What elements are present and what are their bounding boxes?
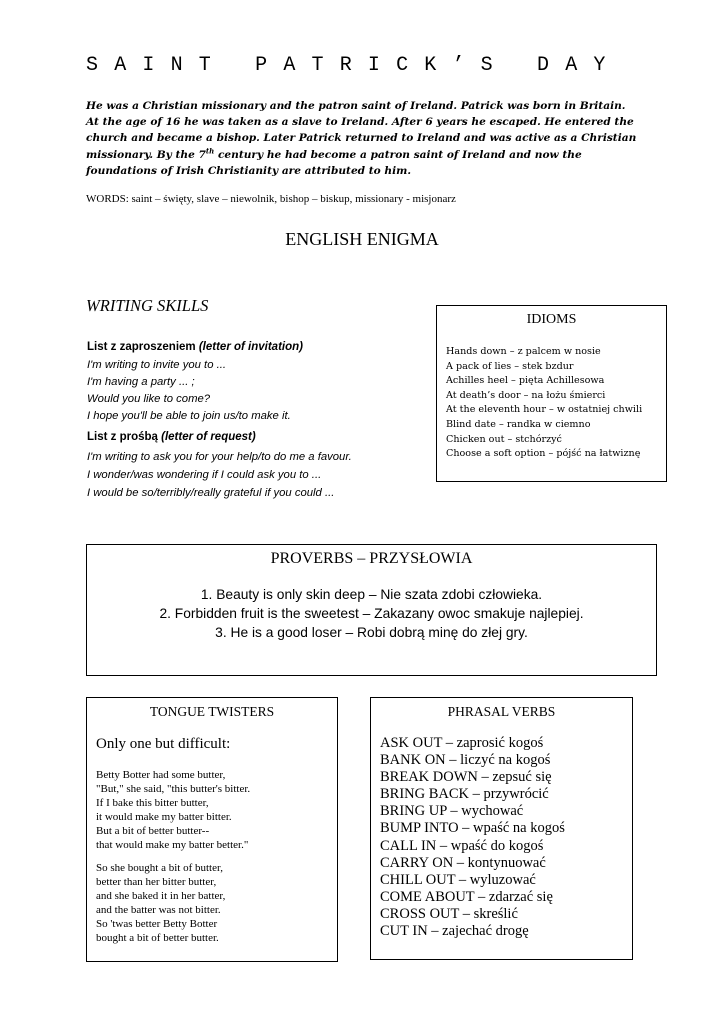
phrasal-verb-item: CALL IN – wpaść do kogoś	[380, 837, 544, 854]
tongue-twister-line: and she baked it in her batter,	[96, 890, 226, 903]
idiom-item: At the eleventh hour – w ostatniej chwili	[446, 404, 643, 416]
writing-skills-title: WRITING SKILLS	[86, 296, 209, 315]
title-letter: R	[339, 54, 352, 77]
phrasal-verbs-title: PHRASAL VERBS	[447, 704, 556, 719]
title-letter: P	[255, 54, 268, 77]
title-letter: D	[537, 54, 550, 77]
idiom-item: At death’s door – na łożu śmierci	[446, 389, 606, 401]
proverbs-title: PROVERBS – PRZYSŁOWIA	[270, 550, 473, 567]
phrasal-verbs-box	[370, 697, 633, 960]
request-section	[87, 431, 352, 502]
invitation-heading: List z zaproszeniem (letter of invitation)	[87, 341, 303, 353]
proverbs-list	[87, 585, 656, 642]
tongue-twister-line: But a bit of better butter--	[96, 824, 210, 837]
phrasal-verbs-list	[380, 735, 565, 940]
title-letter: ’	[452, 54, 465, 77]
phrasal-verb-item: BANK ON – liczyć na kogoś	[380, 752, 551, 769]
phrasal-verb-item: BRING BACK – przywrócić	[380, 786, 549, 803]
request-lines	[87, 448, 352, 502]
invitation-section	[87, 341, 303, 425]
tongue-twister-line: If I bake this bitter butter,	[96, 796, 209, 809]
idiom-item: Chicken out – stchórzyć	[446, 433, 562, 445]
title-letter: T	[311, 54, 324, 77]
tongue-twisters-subtitle: Only one but difficult:	[96, 736, 231, 752]
tongue-twister-line: "But," she said, "this butter's bitter.	[96, 782, 251, 795]
idiom-item: Achilles heel – pięta Achillesowa	[446, 375, 605, 387]
tongue-twister-line: bought a bit of better butter.	[96, 931, 219, 944]
stanza-gap	[96, 852, 250, 862]
phrasal-verb-item: BRING UP – wychować	[380, 803, 524, 820]
phrasal-verb-item: CUT IN – zajechać drogę	[380, 923, 529, 940]
idiom-item: Choose a soft option – pójść na łatwiznę	[446, 448, 641, 460]
invitation-lines	[87, 357, 303, 425]
idiom-item: Hands down – z palcem w nosie	[446, 346, 601, 357]
request-line: I'm writing to ask you for your help/to do me a favour.	[87, 451, 352, 463]
idiom-item: Blind date – randka w ciemno	[446, 418, 591, 430]
title-letter: I	[142, 54, 155, 77]
tongue-twister-line: better than her bitter butter,	[96, 876, 217, 889]
phrasal-verb-item: CROSS OUT – skreślić	[380, 905, 518, 922]
title-letter: S	[480, 54, 493, 77]
title-letter: A	[283, 54, 296, 77]
title-letter: T	[198, 54, 211, 77]
tongue-twister-line: So 'twas better Betty Botter	[96, 918, 218, 931]
invitation-line: I'm writing to invite you to ...	[87, 359, 227, 371]
tongue-twister-line: So she bought a bit of butter,	[96, 862, 223, 875]
tongue-twister-line: that would make my batter better."	[96, 838, 249, 851]
proverb-item: 3. He is a good loser – Robi dobrą minę do złej gry.	[215, 625, 528, 640]
tongue-twisters-box	[86, 697, 338, 962]
proverbs-box	[86, 544, 657, 676]
invitation-line: Would you like to come?	[87, 393, 211, 405]
title-letter: S	[86, 54, 99, 77]
phrasal-verb-item: COME ABOUT – zdarzać się	[380, 888, 553, 905]
phrasal-verb-item: ASK OUT – zaprosić kogoś	[380, 735, 544, 751]
request-heading: List z prośbą (letter of request)	[87, 431, 256, 443]
idioms-list	[446, 345, 642, 462]
tongue-twisters-title: TONGUE TWISTERS	[149, 704, 275, 719]
request-line: I wonder/was wondering if I could ask you to ...	[87, 469, 322, 481]
idiom-item: A pack of lies – stek bzdur	[446, 360, 574, 372]
invitation-line: I hope you'll be able to join us/to make it.	[87, 410, 291, 422]
phrasal-verb-item: CARRY ON – kontynuować	[380, 854, 546, 871]
title-letter: Y	[593, 54, 606, 77]
tongue-twister-text	[96, 769, 250, 946]
tongue-twister-line: and the batter was not bitter.	[96, 904, 221, 917]
phrasal-verb-item: BREAK DOWN – zepsuć się	[380, 769, 552, 786]
section-heading-english-enigma: ENGLISH ENIGMA	[285, 229, 439, 249]
idioms-title: IDIOMS	[526, 312, 577, 327]
phrasal-verb-item: CHILL OUT – wyluzować	[380, 871, 536, 888]
title-letter: A	[565, 54, 578, 77]
intro-paragraph: He was a Christian missionary and the patron saint of Ireland. Patrick was born in Britain. At the age of 16 he was taken as a slave to Ireland. After 6 years he escaped. He entered the church and became a bishop. Later Patrick returned to Ireland and was active as a Christian missionary. By the 7th century he had become a patron saint of Ireland and now the foundations of Irish Christianity are attributed to him.	[86, 100, 637, 177]
tongue-twister-line: Betty Botter had some butter,	[96, 769, 226, 781]
title-letter	[227, 54, 255, 77]
title-letter: N	[170, 54, 183, 77]
page-title	[86, 54, 646, 77]
phrasal-verb-item: BUMP INTO – wpaść na kogoś	[380, 820, 565, 837]
title-letter: C	[396, 54, 409, 77]
invitation-line: I'm having a party ... ;	[87, 376, 195, 388]
title-letter	[509, 54, 537, 77]
title-letter: A	[114, 54, 127, 77]
idioms-box	[436, 305, 667, 482]
title-letter: K	[424, 54, 437, 77]
request-line: I would be so/terribly/really grateful if you could ...	[87, 487, 335, 499]
proverb-item: 2. Forbidden fruit is the sweetest – Zakazany owoc smakuje najlepiej.	[159, 606, 584, 621]
tongue-twister-line: it would make my batter bitter.	[96, 810, 232, 823]
title-letter: I	[367, 54, 380, 77]
proverb-item: 1. Beauty is only skin deep – Nie szata zdobi człowieka.	[200, 587, 543, 602]
vocabulary-line: WORDS: saint – święty, slave – niewolnik, bishop – biskup, missionary - misjonarz	[86, 193, 456, 205]
